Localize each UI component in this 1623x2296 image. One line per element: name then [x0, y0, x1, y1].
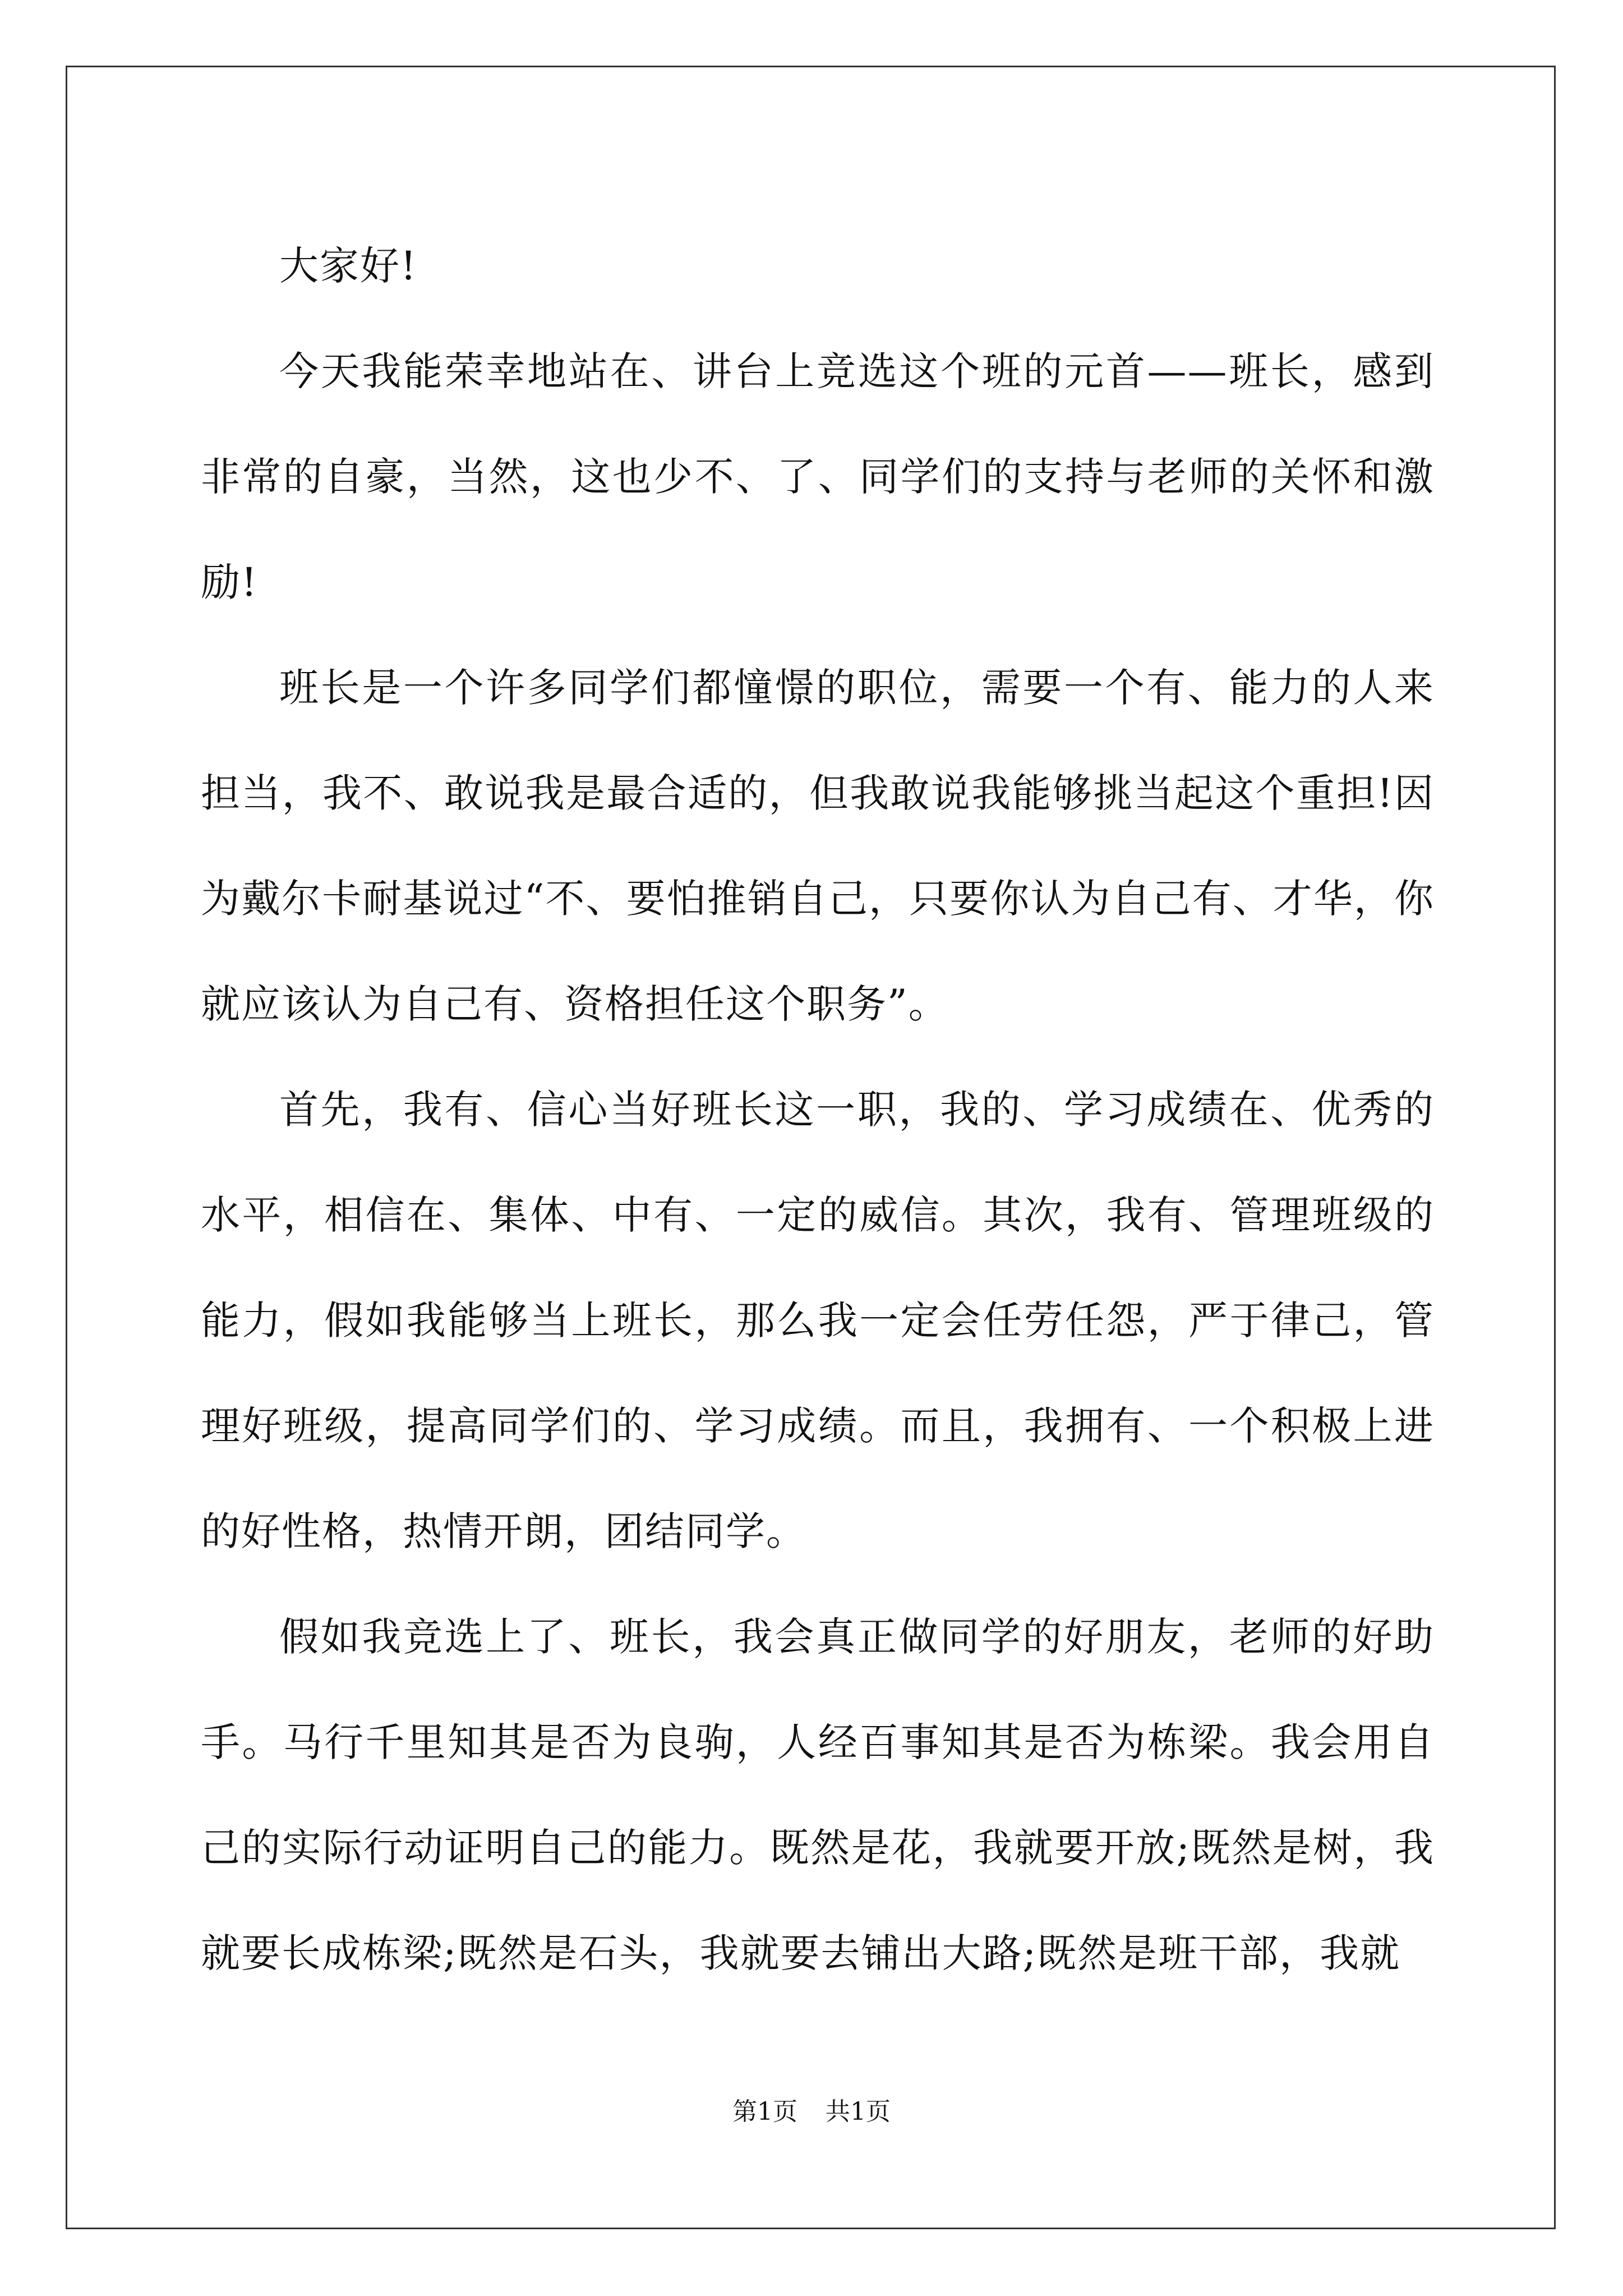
- paragraph-role: 班长是一个许多同学们都憧憬的职位，需要一个有、能力的人来担当，我不、敢说我是最合适的，但我敢说我能够挑当起这个重担!因为戴尔卡耐基说过“不、要怕推销自己，只要你认为自己有、才华，你就应该认为自己有、资格担任这个职务”。: [201, 665, 1435, 1027]
- paragraph-promise: 假如我竞选上了、班长，我会真正做同学的好朋友，老师的好助手。马行千里知其是否为良驹，人经百事知其是否为栋梁。我会用自己的实际行动证明自己的能力。既然是花，我就要开放;既然是树，我就要长成栋梁;既然是石头，我就要去铺出大路;既然是班干部，我就: [201, 1614, 1435, 1976]
- page-number-current: 第1页: [732, 2097, 797, 2126]
- paragraph-intro: 今天我能荣幸地站在、讲台上竞选这个班的元首——班长，感到非常的自豪，当然，这也少不、了、同学们的支持与老师的关怀和激励!: [201, 348, 1435, 605]
- paragraph-greeting: 大家好!: [279, 243, 418, 289]
- page-number-total: 共1页: [826, 2097, 891, 2126]
- document-body: [201, 213, 1435, 2006]
- paragraph-qualifications: 首先，我有、信心当好班长这一职，我的、学习成绩在、优秀的水平，相信在、集体、中有、一定的威信。其次，我有、管理班级的能力，假如我能够当上班长，那么我一定会任劳任怨，严于律己，管理好班级，提高同学们的、学习成绩。而且，我拥有、一个积极上进的好性格，热情开朗，团结同学。: [201, 1087, 1435, 1554]
- page-footer: [0, 2095, 1623, 2129]
